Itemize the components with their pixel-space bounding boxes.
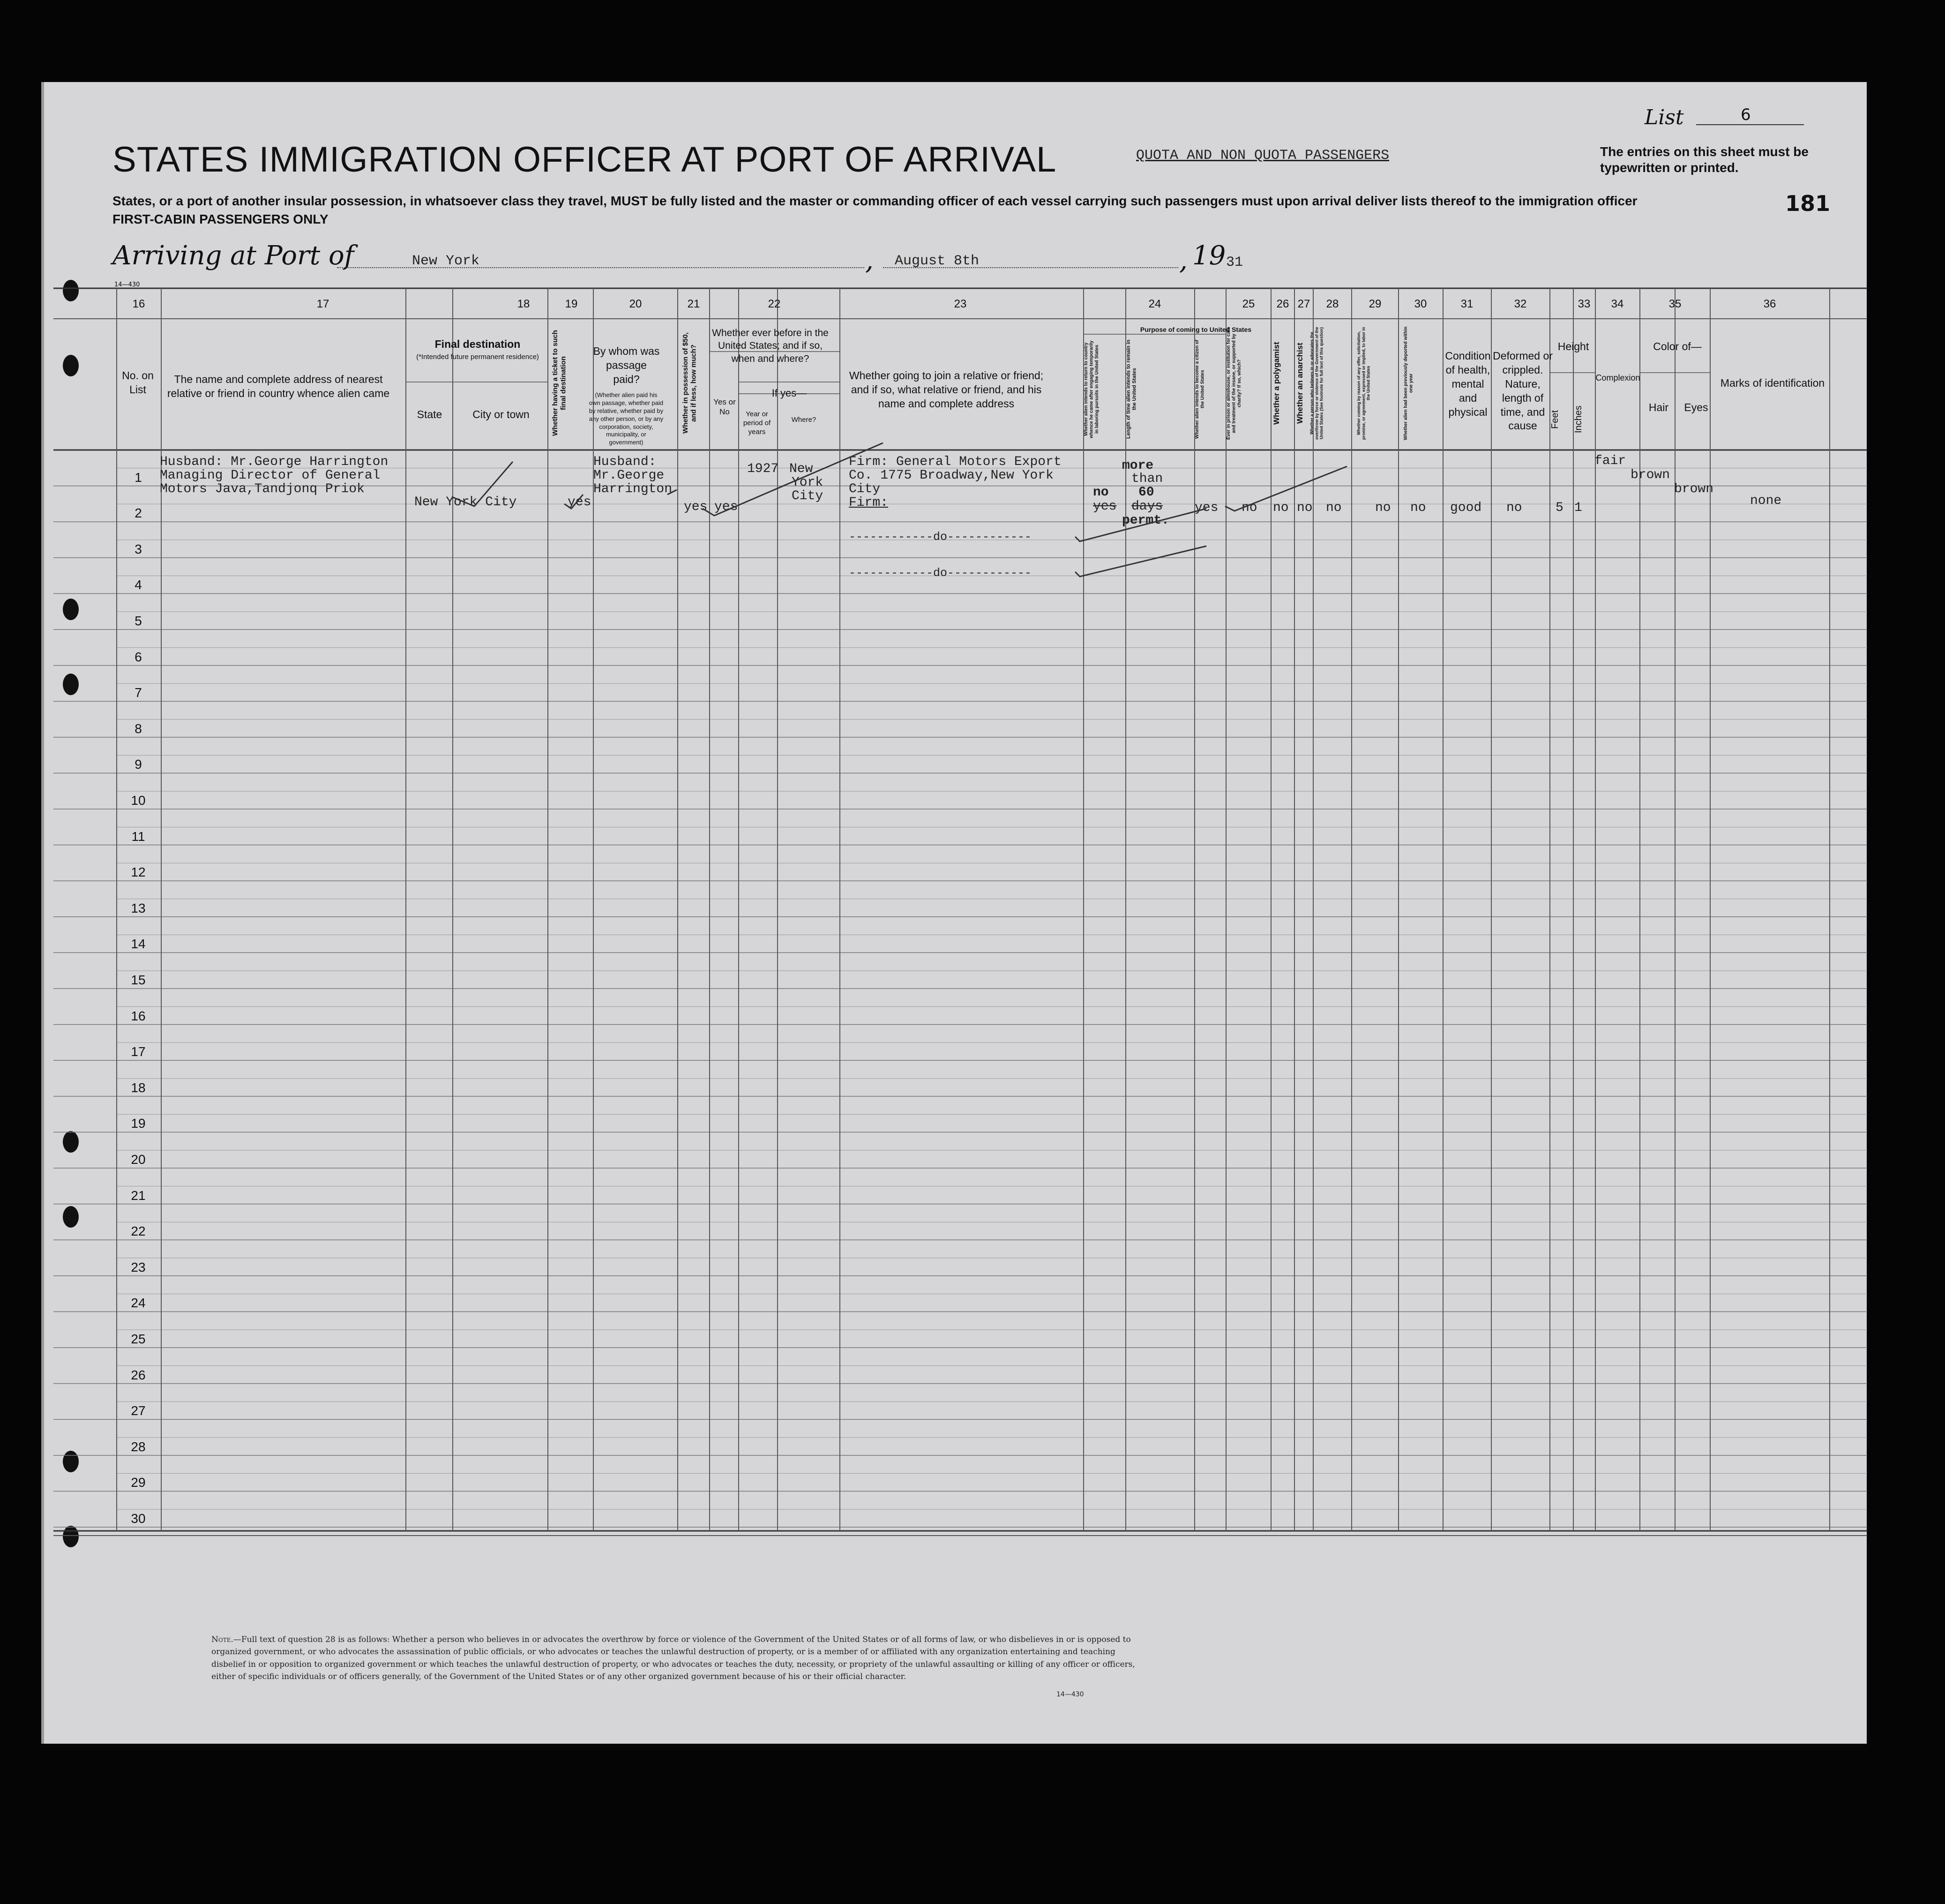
year-prefix: 19 — [1192, 240, 1226, 271]
paid-line3: Harrington — [593, 482, 673, 496]
offer: no — [1375, 501, 1391, 515]
join-line2: Co. 1775 Broadway,New York — [849, 468, 1054, 483]
col18-title: Final destination — [434, 338, 521, 350]
col33-feet-header: Feet — [1550, 410, 1560, 429]
column-number: 26 — [1276, 298, 1289, 310]
polygamist: no — [1273, 501, 1289, 515]
length-permt: permt. — [1122, 513, 1169, 528]
column-number: 35 — [1668, 298, 1682, 310]
col35-eyes-header: Eyes — [1684, 401, 1708, 413]
column-number: 17 — [316, 298, 329, 310]
marks: none — [1750, 494, 1782, 508]
col30-header: Whether alien had been previously deported within one year — [1403, 326, 1414, 440]
paid-line1: Husband: — [593, 455, 657, 469]
ever-before: yes — [714, 500, 738, 514]
deformed: no — [1506, 501, 1522, 515]
column-number: 33 — [1578, 298, 1591, 310]
row-number: 26 — [131, 1367, 146, 1382]
row-number: 12 — [131, 865, 146, 880]
row-number: 28 — [131, 1439, 146, 1454]
row-number: 20 — [131, 1152, 146, 1167]
col24b-header: Length of time alien intends to remain in the United States — [1126, 339, 1137, 439]
complexion: fair — [1594, 454, 1626, 468]
row-number: 23 — [131, 1259, 146, 1274]
column-number: 27 — [1297, 298, 1310, 310]
arrival-date: August 8th — [895, 253, 980, 269]
col35-hair-header: Hair — [1648, 401, 1669, 413]
row-number: 8 — [135, 721, 142, 736]
instruction-line: States, or a port of another insular possession, in whatsoever class they travel, MUST be fully listed and the master or commanding officer of each vessel carrying such passengers must upon arrival deliver lists thereof to the immigration officer — [112, 194, 1638, 208]
row-number: 4 — [135, 577, 142, 592]
destination: New York City — [414, 495, 517, 510]
page-title: STATES IMMIGRATION OFFICER AT PORT OF ARRIVAL — [112, 140, 1057, 180]
col36-header: Marks of identification — [1720, 377, 1825, 389]
ticket: yes — [568, 495, 591, 510]
where-line3: City — [792, 489, 823, 503]
col18-city-header: City or town — [472, 408, 530, 420]
col18-sub: (*Intended future permanent residence) — [416, 353, 539, 361]
where-line1: New — [789, 462, 813, 476]
form-code: 14—430 — [1056, 1691, 1084, 1698]
ditto-row3: ------------do------------ — [849, 566, 1032, 580]
col22-year-header: Year or period of years — [743, 410, 771, 436]
overthrow: no — [1326, 501, 1342, 515]
col22-title: Whether ever before in the United States; and if so, when and where? — [712, 328, 829, 364]
comma: , — [1179, 245, 1188, 276]
health: good — [1450, 501, 1482, 515]
row-number: 3 — [135, 541, 142, 556]
row-number: 1 — [135, 470, 142, 485]
relative-line1: Husband: Mr.George Harrington — [160, 455, 389, 469]
relative-line2: Managing Director of General — [160, 468, 381, 483]
col28-header: Whether a person who believes in or advocates the overthrow by force or violence of the Government of the United States (See footnote for full text of this question) — [1309, 327, 1324, 440]
footnote-text: —Full text of question 28 is as follows: Whether a person who believes in or advocates the overthrow by force or violence of the Government of the United States or of all forms of law, or who disbelieves in or is opposed to organized government, or who advocates the assassination of public officials, or who advocates or teaches the unlawful destruction of property, or is a member of or affiliated with any organization entertaining and teaching disbelief in or opposition to organized government or which teaches the unlawful destruction of property, or who advocates or teaches the duty, necessity, or propriety of the unlawful assaulting or killing of any officer or officers, either of specific individuals or of officers generally, of the Government of the United States or of any other organized government because of his or their official character. — [211, 1635, 1135, 1682]
row-number: 25 — [131, 1332, 146, 1346]
column-number: 18 — [517, 298, 530, 310]
row-number: 21 — [131, 1188, 146, 1203]
paid-line2: Mr.George — [593, 468, 665, 483]
column-number: 25 — [1242, 298, 1255, 310]
column-number: 34 — [1611, 298, 1624, 310]
length-60: 60 — [1138, 485, 1154, 500]
col25-header: Ever in prison or almshouse, or institution for care and treatment of the insane, or supported by charity? If so, which? — [1226, 327, 1242, 440]
row-number: 11 — [131, 829, 145, 844]
row-number: 16 — [131, 1008, 146, 1023]
column-number: 16 — [132, 298, 145, 310]
col32-header: Deformed or crippled. Nature, length of time, and cause — [1493, 350, 1553, 432]
row-number: 22 — [131, 1224, 146, 1239]
hair-color: brown — [1631, 468, 1670, 482]
citizen: yes — [1195, 501, 1219, 515]
column-number: 20 — [629, 298, 642, 310]
deported: no — [1410, 501, 1426, 515]
length-yes: yes — [1093, 499, 1117, 514]
col26-header: Whether a polygamist — [1272, 342, 1281, 425]
port-value: New York — [412, 253, 480, 269]
col24a-header: Whether alien intends to return to country whence he came after engaging temporarily in laboring pursuits in the United States — [1084, 340, 1100, 438]
list-number: 6 — [1741, 105, 1751, 124]
col20-title: By whom was passage paid? — [593, 345, 660, 385]
row-number: 10 — [131, 793, 146, 808]
year-visited: 1927 — [747, 462, 779, 476]
footnote — [211, 1634, 1144, 1683]
row-number: 5 — [135, 614, 142, 628]
col35-title: Color of— — [1653, 340, 1702, 352]
row-number: 24 — [131, 1296, 146, 1311]
column-number: 31 — [1460, 298, 1474, 310]
join-line4: Firm: — [849, 495, 889, 510]
col19-header: Whether having a ticket to such final destination — [551, 330, 568, 436]
arriving-label: Arriving at Port of — [112, 240, 354, 271]
cabin-label: FIRST-CABIN PASSENGERS ONLY — [112, 212, 329, 226]
col21-header: Whether in possession of $50, and if less, how much? — [681, 332, 698, 434]
row-number: 15 — [131, 973, 146, 987]
column-number: 19 — [565, 298, 578, 310]
col27-header: Whether an anarchist — [1295, 343, 1304, 424]
eye-color: brown — [1674, 482, 1714, 496]
footnote-label: Note. — [211, 1635, 233, 1644]
column-number: 29 — [1369, 298, 1382, 310]
column-number: 36 — [1763, 298, 1776, 310]
row-number: 14 — [131, 937, 146, 952]
col23-header: Whether going to join a relative or friend; and if so, what relative or friend, and his name and complete address — [849, 369, 1044, 410]
year-suffix: 31 — [1226, 255, 1243, 270]
ditto-row2: ------------do------------ — [849, 530, 1032, 544]
list-label: List — [1645, 105, 1684, 129]
height-inches: 1 — [1574, 501, 1582, 515]
row-number: 6 — [135, 649, 142, 664]
length-more: more — [1122, 458, 1154, 473]
column-number: 24 — [1148, 298, 1161, 310]
check-marks — [44, 82, 1870, 1744]
col29-header: Whether coming by reason of any offer, solicitation, promise, or agreement, expressed or implied, to labor in the United States — [1356, 327, 1371, 440]
quota-label: QUOTA AND NON QUOTA PASSENGERS — [1136, 148, 1390, 164]
page-number: 181 — [1785, 191, 1831, 216]
anarchist: no — [1297, 501, 1313, 515]
row-number: 27 — [131, 1403, 146, 1418]
col20-sub: (Whether alien paid his own passage, whether paid by relative, whether paid by any other person, or by any corporation, society, municipality, or government) — [589, 391, 664, 446]
length-days: days — [1131, 499, 1163, 514]
join-line1: Firm: General Motors Export — [849, 455, 1062, 469]
relative-line3: Motors Java,Tandjonq Priok — [160, 482, 365, 496]
column-number: 23 — [954, 298, 967, 310]
manifest-sheet — [41, 82, 1867, 1744]
col24-title: Purpose of coming to United States — [1140, 326, 1252, 333]
row-number: 30 — [131, 1511, 146, 1526]
col22-yesno-header: Yes or No — [713, 397, 736, 417]
col16-header: No. on List — [122, 369, 154, 396]
column-number: 22 — [768, 298, 781, 310]
height-feet: 5 — [1556, 501, 1563, 515]
where-line2: York — [792, 475, 823, 490]
form-code-top: 14—430 — [114, 281, 140, 288]
row-number: 9 — [135, 757, 142, 772]
purpose-return: no — [1093, 485, 1109, 500]
prison: no — [1242, 501, 1257, 515]
column-number: 32 — [1514, 298, 1527, 310]
join-line3: City — [849, 482, 881, 496]
row-number: 29 — [131, 1475, 146, 1490]
col31-header: Condition of health, mental and physical — [1445, 350, 1491, 418]
col33-title: Height — [1557, 340, 1589, 352]
col33-inches-header: Inches — [1573, 405, 1584, 434]
column-number: 28 — [1326, 298, 1339, 310]
row-number: 13 — [131, 900, 146, 915]
row-number: 19 — [131, 1116, 146, 1131]
column-number: 21 — [687, 298, 700, 310]
row-number: 7 — [135, 685, 142, 700]
col34-header: Complexion — [1595, 373, 1640, 382]
entries-note: The entries on this sheet must be typewritten or printed. — [1600, 144, 1809, 175]
col17-header: The name and complete address of nearest relative or friend in country whence alien came — [167, 373, 390, 399]
row-number: 18 — [131, 1080, 146, 1095]
col24c-header: Whether alien intends to become a citizen of the United States — [1195, 339, 1205, 439]
fifty-dollars: yes — [684, 500, 708, 514]
row-number: 17 — [131, 1044, 146, 1059]
col22-where-header: Where? — [791, 416, 816, 424]
column-number: 30 — [1414, 298, 1427, 310]
col18-state-header: State — [417, 408, 442, 420]
comma: , — [865, 245, 874, 276]
row-number: 2 — [135, 506, 142, 521]
length-than: than — [1131, 472, 1163, 486]
col22-ifyes: If yes— — [771, 387, 807, 399]
